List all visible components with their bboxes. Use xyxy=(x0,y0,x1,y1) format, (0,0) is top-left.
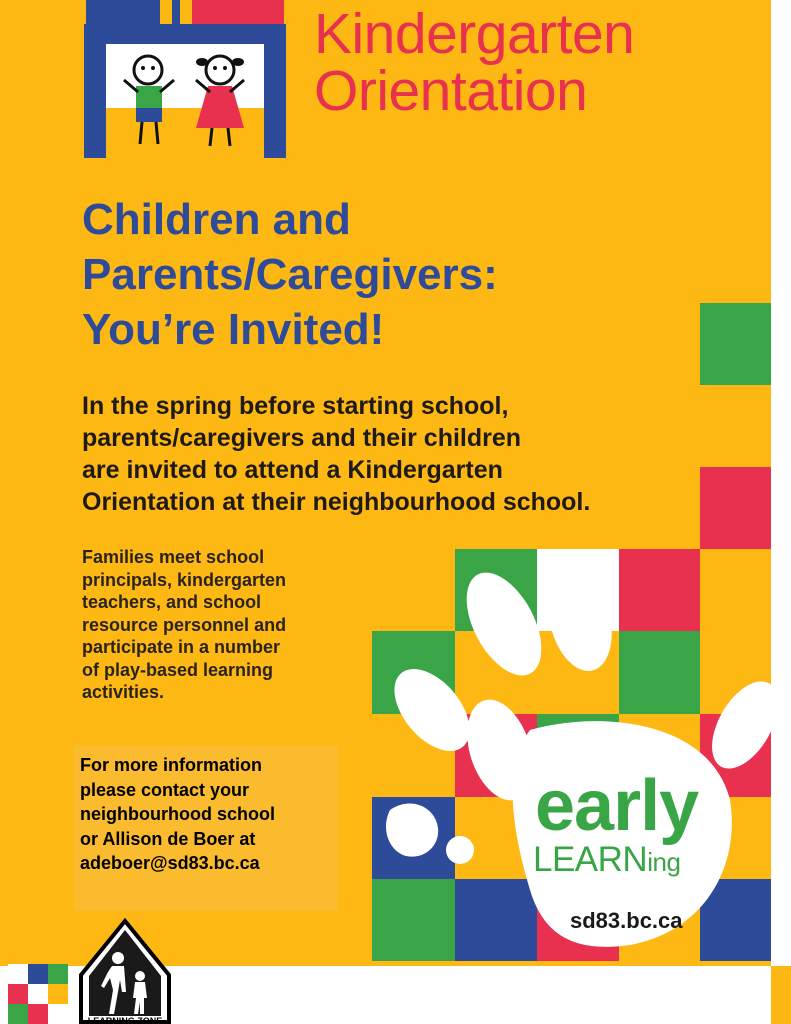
families-line-7: activities. xyxy=(82,682,165,702)
intro-line-3: are invited to attend a Kindergarten xyxy=(82,456,503,484)
brand-learning-word: LEARN xyxy=(533,840,648,879)
brand-learning-suffix: ing xyxy=(647,847,681,877)
title-line-1: Kindergarten xyxy=(314,2,635,66)
intro-line-1: In the spring before starting school, xyxy=(82,392,509,420)
brand-learning xyxy=(533,840,680,882)
square-red xyxy=(700,467,771,549)
families-line-4: resource personnel and xyxy=(82,614,287,635)
mini-checker-icon xyxy=(8,964,68,1024)
poster-title xyxy=(314,2,635,123)
title-line-2: Orientation xyxy=(314,59,588,123)
families-line-2: principals, kindergarten xyxy=(82,569,287,590)
families-line-6: of play-based learning xyxy=(82,659,274,680)
handprint xyxy=(380,560,771,960)
school-zone-sign-icon xyxy=(78,918,172,1024)
intro-line-2: parents/caregivers and their children xyxy=(82,424,522,452)
intro-line-4: Orientation at their neighbourhood school. xyxy=(82,488,591,516)
invitation-heading xyxy=(82,192,682,357)
contact-box xyxy=(74,745,338,911)
sign-caption: LEARNING ZONE xyxy=(87,1017,163,1024)
contact-text xyxy=(80,753,338,876)
intro-paragraph xyxy=(82,390,692,518)
contact-line-3: neighbourhood school xyxy=(80,804,275,824)
house-logo xyxy=(80,0,290,158)
contact-email[interactable]: adeboer@sd83.bc.ca xyxy=(80,853,260,873)
square-green xyxy=(700,303,771,385)
families-line-3: teachers, and school xyxy=(82,592,262,612)
families-paragraph xyxy=(82,546,342,704)
brand-early: early xyxy=(535,766,699,846)
contact-line-1: For more information xyxy=(80,755,263,775)
families-line-1: Families meet school xyxy=(82,547,265,567)
contact-line-4: or Allison de Boer at xyxy=(80,828,256,849)
heading-line-2: Parents/Caregivers: xyxy=(82,250,498,299)
heading-line-1: Children and xyxy=(82,195,351,244)
yellow-strip xyxy=(771,966,791,1024)
contact-line-2: please contact your xyxy=(80,779,250,800)
website-url[interactable]: sd83.bc.ca xyxy=(570,908,683,933)
families-line-5: participate in a number xyxy=(82,637,281,657)
heading-line-3: You’re Invited! xyxy=(82,305,385,354)
